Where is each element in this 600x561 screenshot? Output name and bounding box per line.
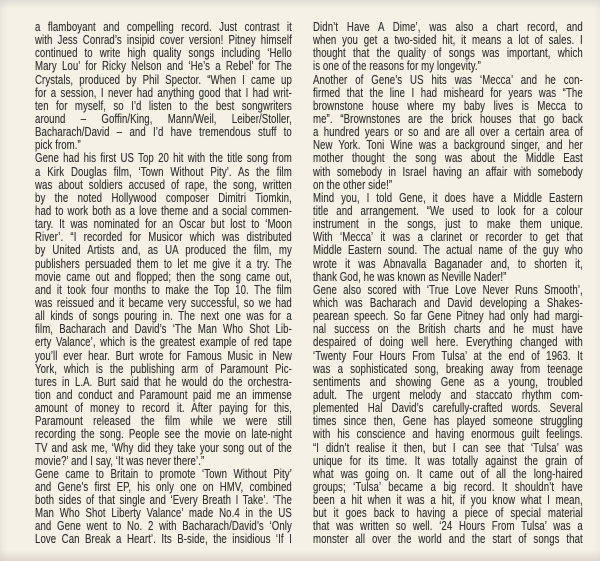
text-line: Man Who Shot Liberty Valance’ made No.4 in the US xyxy=(35,506,292,521)
text-line: Crystals, produced by Phil Spector. “When I came up xyxy=(35,72,292,87)
text-line: nal success on the British charts and he must have xyxy=(313,322,583,337)
paragraph xyxy=(313,74,583,192)
text-line: plemented Hal David’s carefully-crafted words. Several xyxy=(313,401,583,416)
text-line: pearean speech. So far Gene Pitney had only had margi- xyxy=(313,309,583,324)
text-line: with his conscience and having enormous guilt feelings. xyxy=(313,427,583,442)
text-line: was about soldiers accused of rape, the song, written xyxy=(35,177,292,192)
text-line: which was Bacharach and David developing a Shakes- xyxy=(313,295,583,310)
text-line: was reissued and it became very successful, so we had xyxy=(35,295,292,310)
text-line: for a session, I never had anything good that I had writ- xyxy=(35,85,292,100)
text-line: New York. Toni Wine was a background singer, and her xyxy=(313,138,583,153)
text-line: monster all over the world and the start of songs that xyxy=(313,532,583,547)
text-line: sentiments and showing Gene as a young, troubled xyxy=(313,374,583,389)
text-line: and Gene went to No. 2 with Bacharach/David’s ‘Only xyxy=(35,519,292,534)
text-line: adult. The urgent melody and staccato rhythm com- xyxy=(313,387,583,402)
text-line: Gene had his first US Top 20 hit with the title song from xyxy=(35,151,292,166)
paragraph xyxy=(35,468,292,547)
text-line: by the noted Hollywood composer Dimitri Tiomkin, xyxy=(35,190,292,205)
text-line: Mind you, I told Gene, it does have a Middle Eastern xyxy=(313,190,583,205)
text-line: continued to write high quality songs including ‘Hello xyxy=(35,46,292,61)
text-line: movie came out and flopped; then the song came out, xyxy=(35,269,292,284)
text-line: that was written so well. ‘24 Hours From Tulsa’ was a xyxy=(313,519,583,534)
text-line: despaired of doing well here. Everything changed with xyxy=(313,335,583,350)
text-line: title and arrangement. “We used to look for a colour xyxy=(313,203,583,218)
text-line: mother thought the song was about the Middle East xyxy=(313,151,583,166)
text-line: thought that the quality of songs was important, which xyxy=(313,46,583,61)
text-line: TV and ask me, ‘Why did they take your song out of the xyxy=(35,440,292,455)
text-line: tary. It was nominated for an Oscar but lost to ‘Moon xyxy=(35,217,292,232)
paragraph xyxy=(313,284,583,547)
text-line: what was going on. It came out of all the long-haired xyxy=(313,466,583,481)
text-line: unique for its time. It was totally against the grain of xyxy=(313,453,583,468)
text-line: amount of money to record it. After paying for this, xyxy=(35,401,292,416)
text-line: With ‘Mecca’ it was a clarinet or recorder to get that xyxy=(313,230,583,245)
text-line: but it goes back to having a piece of special material xyxy=(313,506,583,521)
text-line: tures in L.A. Burt said that he would do the orchestra- xyxy=(35,374,292,389)
text-line: thank God, he was known as Neville Nader!” xyxy=(313,269,507,284)
text-line: York, which is the publishing arm of Paramount Pic- xyxy=(35,361,292,376)
text-line: movie?’ and I say, ‘It was never there’.” xyxy=(35,453,205,468)
text-line: Mary Lou’ for Ricky Nelson and ‘He’s a Rebel’ for The xyxy=(35,59,292,74)
text-line: instrument in the songs, just to make them unique. xyxy=(313,217,583,232)
text-line: River’. “I recorded for Musicor which was distributed xyxy=(35,230,292,245)
text-line: on the other side!” xyxy=(313,177,393,192)
text-line: Gene also scored with ‘True Love Never Runs Smooth’, xyxy=(313,282,583,297)
text-line: “I didn’t realise it then, but I can see that ‘Tulsa’ was xyxy=(313,440,583,455)
text-line: had to work both as a love theme and a social commen- xyxy=(35,203,292,218)
text-line: with Jess Conrad’s insipid cover version! Pitney himself xyxy=(35,33,292,48)
text-line: Gene came to Britain to promote ‘Town Without Pity’ xyxy=(35,466,292,481)
text-line: Another of Gene’s US hits was ‘Mecca’ and he con- xyxy=(313,72,583,87)
text-column-left xyxy=(35,21,292,547)
text-line: firmed that the line I had misheard for years was “The xyxy=(313,85,583,100)
text-line: Bacharach/David – and I’d have tremendous stuff to xyxy=(35,125,292,140)
text-line: a Kirk Douglas film, ‘Town Without Pity’. As the film xyxy=(35,164,292,179)
text-line: brownstone house where my baby lives is Mecca to xyxy=(313,98,583,113)
text-line: all kinds of songs pouring in. The next one was for a xyxy=(35,309,292,324)
text-line: me”. “Brownstones are the brick houses that go back xyxy=(313,111,583,126)
text-line: publishers persuaded them to let me give it a try. The xyxy=(35,256,292,271)
text-line: you’ll ever hear. Burt wrote for Famous Music in New xyxy=(35,348,292,363)
text-line: erty Valance’, which is the greatest example of red tape xyxy=(35,335,292,350)
text-line: and it took four months to make the Top 10. The film xyxy=(35,282,292,297)
text-line: groups; ‘Tulsa’ became a big record. It shouldn’t have xyxy=(313,479,583,494)
text-line: a flamboyant and compelling record. Just contrast it xyxy=(35,20,292,34)
text-line: around – Goffin/King, Mann/Weil, Leiber/Stoller, xyxy=(35,111,292,126)
text-line: ‘Twenty Four Hours From Tulsa’ at the end of 1963. It xyxy=(313,348,583,363)
text-line: Middle Eastern sound. The actual name of the guy who xyxy=(313,243,583,258)
text-line: film, Bacharach and David’s ‘The Man Who Shot Lib- xyxy=(35,322,292,337)
text-line: by United Artists and, as UA produced the film, my xyxy=(35,243,292,258)
text-column-right xyxy=(313,21,583,547)
text-line: pick from.” xyxy=(35,138,81,153)
paragraph xyxy=(313,21,583,74)
text-line: times since then, Gene has played someone struggling xyxy=(313,414,583,429)
text-line: Paramount released the film while we were still xyxy=(35,414,292,429)
text-line: ten for myself, so I’d listen to the best songwriters xyxy=(35,98,292,113)
text-line: with somebody in Israel having an affair with somebody xyxy=(313,164,583,179)
text-line: wrote it was Abnavalla Baganader and, to shorten it, xyxy=(313,256,583,271)
text-line: both sides of that single and ‘Every Breath I Take’. ‘The xyxy=(35,493,292,508)
text-line: a hundred years or so and are all over a certain area of xyxy=(313,125,583,140)
text-line: Didn’t Have A Dime’, was also a chart record, and xyxy=(313,20,583,34)
text-line: tion and conduct and Paramount paid me an immense xyxy=(35,387,292,402)
text-line: is one of the reasons for my longevity.” xyxy=(313,59,481,74)
text-line: when you get a two-sided hit, it means a lot of sales. I xyxy=(313,33,583,48)
text-line: been a hit when it was a hit, if you know what I mean, xyxy=(313,493,583,508)
paragraph xyxy=(35,152,292,467)
paragraph xyxy=(35,21,292,152)
text-line: recording the song. People see the movie on late-night xyxy=(35,427,292,442)
text-line: was a sophisticated song, breaking away from teenage xyxy=(313,361,583,376)
paragraph xyxy=(313,192,583,284)
text-line: and Gene’s first EP, his only one on HMV, combined xyxy=(35,479,292,494)
text-line: Love Can Break a Heart’. Its B-side, the insidious ‘If I xyxy=(35,532,292,547)
